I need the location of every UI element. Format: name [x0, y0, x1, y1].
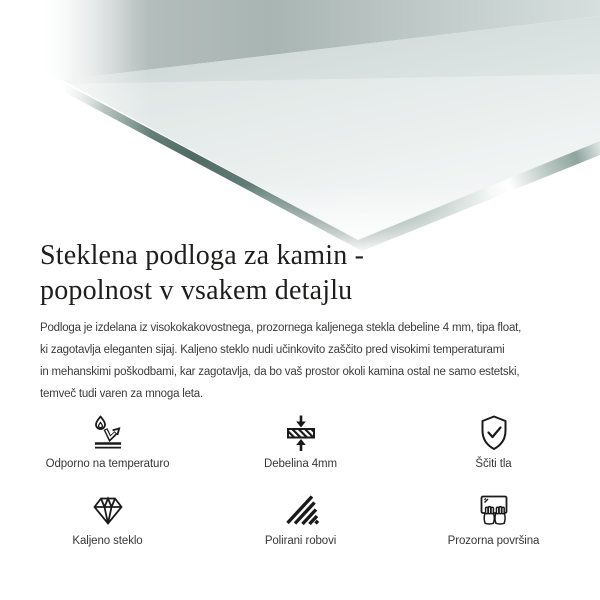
feature-label: Ščiti tla: [475, 458, 512, 470]
description-line: Podloga je izdelana iz visokokakovostnega, prozornega kaljenega stekla debeline 4 mm, tipa float,: [40, 322, 522, 334]
feature-label: Kaljeno steklo: [72, 535, 143, 547]
feature-transparent-surface: [397, 488, 590, 547]
page-title-line1: Steklena podloga za kamin -: [40, 240, 365, 271]
feature-temperature: [11, 411, 204, 470]
polished-edges-icon: [281, 490, 321, 530]
page-title-line2: popolnost v vsakem detajlu: [40, 275, 353, 306]
feature-label: Odporno na temperaturo: [45, 458, 170, 470]
feature-thickness: [204, 411, 397, 470]
feature-tempered-glass: [11, 488, 204, 547]
shield-check-icon: [474, 413, 514, 453]
feature-label: Prozorna površina: [447, 535, 540, 547]
thickness-icon: [281, 413, 321, 453]
diamond-icon: [88, 490, 128, 530]
feature-grid: [11, 411, 590, 547]
product-description: [40, 317, 600, 405]
feature-label: Debelina 4mm: [264, 458, 337, 470]
description-line: in mehanskimi poškodbami, kar zagotavlja, da bo vaš prostor okoli kamina ostal ne samo estetski,: [40, 366, 520, 378]
temperature-resistant-icon: [88, 413, 128, 453]
description-line: temveč tudi varen za mnoga leta.: [40, 388, 203, 400]
feature-polished-edges: [204, 488, 397, 547]
feature-label: Polirani robovi: [264, 535, 337, 547]
page-title: [40, 238, 600, 308]
description-line: ki zagotavlja eleganten sijaj. Kaljeno steklo nudi učinkovito zaščito pred visokimi temperaturami: [40, 344, 505, 356]
feature-floor-protection: [397, 411, 590, 470]
hands-surface-icon: [472, 490, 516, 530]
